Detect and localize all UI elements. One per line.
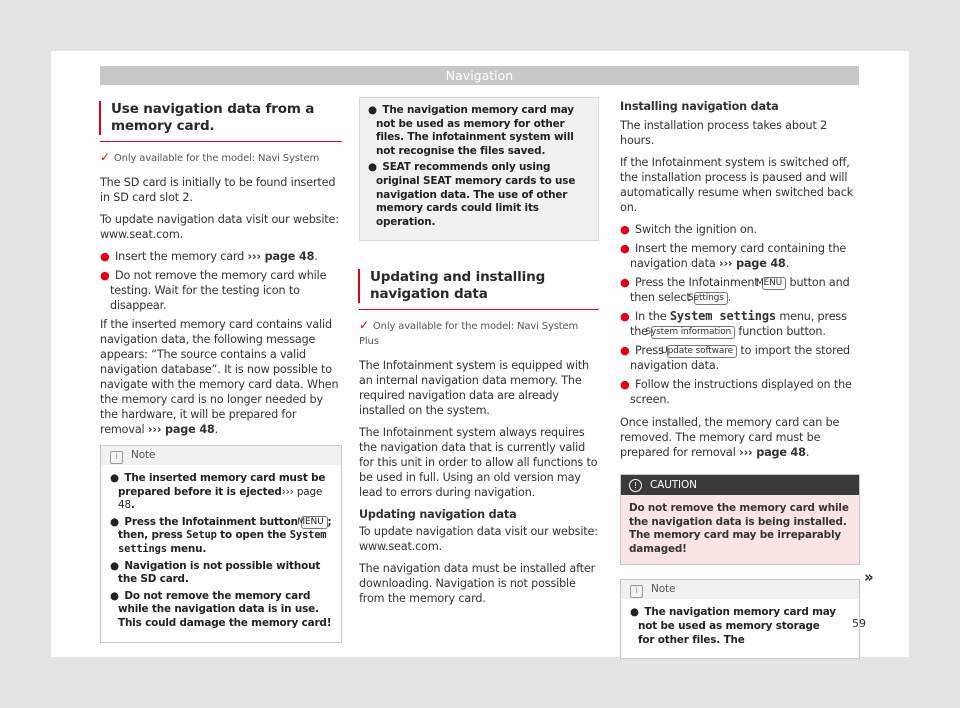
- page-reference-link[interactable]: ››› page 48: [147, 423, 215, 436]
- bullet-icon: ●: [100, 250, 110, 263]
- page-number: 59: [852, 617, 866, 630]
- paragraph: Once installed, the memory card can be removed. The memory card must be prepared for removal ››› page 48.: [620, 416, 840, 459]
- bullet-icon: ●: [100, 269, 110, 282]
- bullet-item: ● Press the Infotainment MENU button and then select Settings .: [620, 276, 850, 304]
- caution-box: [620, 474, 860, 565]
- caution-body: Do not remove the memory card while the navigation data is being installed. The memory card may be irreparably damaged!: [621, 495, 859, 564]
- caution-header: ! CAUTION: [621, 475, 859, 495]
- check-icon: ✓: [359, 318, 369, 333]
- paragraph: The SD card is initially to be found inserted in SD card slot 2.: [100, 176, 336, 204]
- note-bullet: ● The inserted memory card must be prepared before it is ejected››› page 48.: [110, 472, 326, 512]
- warning-icon: !: [629, 479, 642, 492]
- update-software-key-label: Update software: [667, 345, 737, 358]
- note-header: i Note: [621, 580, 859, 599]
- availability-note: ✓ Only available for the model: Navi System Plus: [359, 318, 579, 348]
- page-reference-link[interactable]: ››› page 48: [247, 250, 315, 263]
- column-1: [100, 101, 342, 643]
- paragraph: To update navigation data visit our website: www.seat.com.: [100, 213, 339, 241]
- paragraph: The Infotainment system is equipped with an internal navigation data memory. The required navigation data are already installed on the system.: [359, 359, 589, 418]
- note-bullet: ● The navigation memory card may not be used as memory for other files. The infotainment system will not recognise the files saved.: [368, 104, 574, 157]
- note-bullet: ● The navigation memory card may not be used as memory storage for other files. The: [630, 606, 836, 646]
- heading-block: [359, 269, 599, 310]
- note-header: i Note: [101, 446, 341, 465]
- page-reference-link[interactable]: ››› page 48: [718, 257, 786, 270]
- note-body: [360, 98, 598, 240]
- subheading: Updating navigation data: [359, 508, 517, 522]
- bullet-item: ● Follow the instructions displayed on the screen.: [620, 378, 852, 406]
- info-icon: i: [110, 451, 123, 464]
- column-3: [620, 99, 860, 659]
- note-box-continued: [359, 97, 599, 241]
- paragraph: The installation process takes about 2 hours.: [620, 119, 828, 147]
- paragraph: To update navigation data visit our website: www.seat.com.: [359, 525, 598, 554]
- heading-block: [100, 101, 342, 142]
- section-header: Navigation: [100, 66, 859, 85]
- bullet-item: ● Switch the ignition on.: [620, 223, 757, 236]
- note-bullet: ● Press the Infotainment button MENU ; then, press Setup to open the System settings menu.: [110, 515, 332, 555]
- note-body: [101, 465, 341, 642]
- note-bullet: ● Do not remove the memory card while the navigation data is in use. This could damage the memory card!: [110, 589, 332, 629]
- settings-key-label: Settings: [694, 292, 728, 305]
- note-body: [621, 599, 859, 658]
- menu-key-label: MENU: [762, 277, 786, 290]
- bullet-item: ● Do not remove the memory card while testing. Wait for the testing icon to disappear.: [100, 269, 327, 312]
- availability-note: ✓ Only available for the model: Navi System: [100, 150, 320, 164]
- note-box: [620, 579, 860, 659]
- check-icon: ✓: [100, 150, 110, 164]
- continued-arrow-icon: »: [864, 568, 874, 586]
- note-box: [100, 445, 342, 643]
- bullet-item: ● Insert the memory card containing the navigation data ››› page 48.: [620, 242, 847, 270]
- paragraph: If the inserted memory card contains valid navigation data, the following message appears: “The source contains a valid navigation database”. It is now possible to navigate with the memory card data. When the memory card is no longer needed by the hardware, it will be prepared for removal ››› page 48.: [100, 318, 339, 436]
- paragraph: The navigation data must be installed after downloading. Navigation is not possible from the memory card.: [359, 562, 596, 606]
- page-reference-link[interactable]: ››› page 48: [118, 485, 323, 512]
- note-bullet: ● SEAT recommends only using original SEAT memory cards to use navigation data. The use of other memory cards could limit its operation.: [368, 161, 576, 228]
- bullet-item: ● Insert the memory card ››› page 48.: [100, 250, 318, 263]
- column-2: [359, 97, 599, 613]
- subheading: Installing navigation data: [620, 100, 779, 113]
- bullet-item: ● Press Update software to import the stored navigation data.: [620, 344, 851, 372]
- menu-key-label: MENU: [301, 516, 327, 529]
- info-icon: i: [630, 585, 643, 598]
- note-bullet: ● Navigation is not possible without the SD card.: [110, 559, 321, 586]
- system-information-key-label: System information: [651, 326, 735, 339]
- page-reference-link[interactable]: ››› page 48: [739, 446, 806, 459]
- heading-use-memory-card: Use navigation data from a memory card.: [99, 101, 342, 135]
- heading-updating-installing: Updating and installing navigation data: [358, 269, 599, 303]
- bullet-item: ● In the System settings menu, press the System information function button.: [620, 309, 847, 338]
- paragraph: If the Infotainment system is switched off, the installation process is paused and will automatically resume when switched back on.: [620, 156, 854, 214]
- paragraph: The Infotainment system always requires the navigation data that is currently valid for this unit in order to allow all functions to be used in full. Using an old version may lead to errors during navigation.: [359, 426, 598, 500]
